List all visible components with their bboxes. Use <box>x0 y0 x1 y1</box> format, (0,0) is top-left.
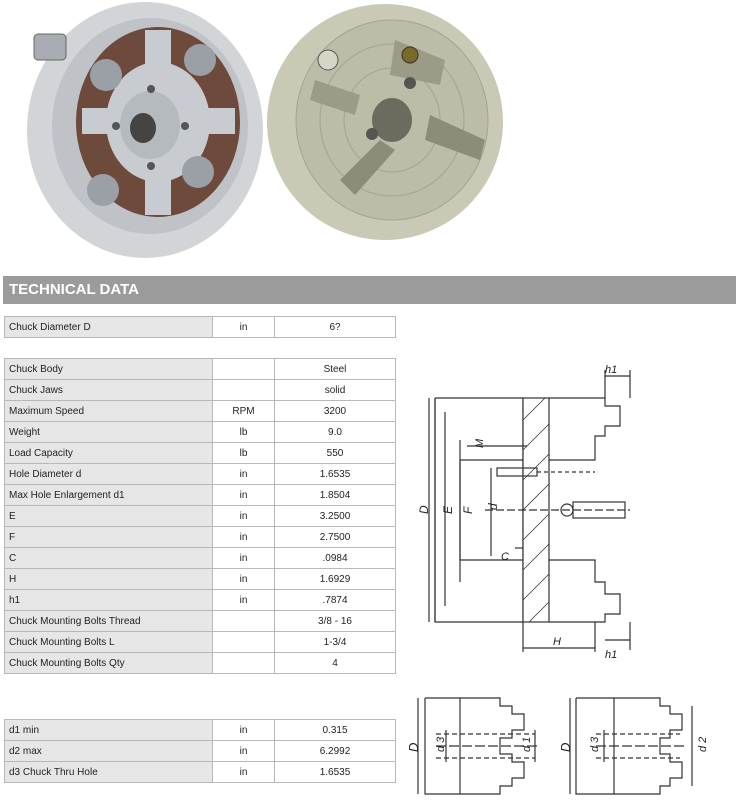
jaw-dimensions-table <box>4 719 396 783</box>
label-c: C <box>501 551 509 563</box>
spec-unit <box>213 611 275 632</box>
spec-name: H <box>5 569 213 590</box>
spec-value: solid <box>275 380 396 401</box>
spec-value: 1.6535 <box>275 762 396 783</box>
section-header-technical-data: TECHNICAL DATA <box>3 276 736 304</box>
spec-unit <box>213 653 275 674</box>
label-d3-small-2: d 3 <box>589 736 601 752</box>
spec-value: 3200 <box>275 401 396 422</box>
spec-name: d1 min <box>5 720 213 741</box>
spec-value: Steel <box>275 359 396 380</box>
spec-name: Chuck Diameter D <box>5 317 213 338</box>
label-d-outer: D <box>417 505 431 514</box>
spec-unit: in <box>213 464 275 485</box>
label-h: H <box>553 636 561 648</box>
spec-value: 3/8 - 16 <box>275 611 396 632</box>
spec-unit: in <box>213 741 275 762</box>
spec-name: Max Hole Enlargement d1 <box>5 485 213 506</box>
spec-name: Load Capacity <box>5 443 213 464</box>
spec-value: 6? <box>275 317 396 338</box>
label-d2: d 2 <box>697 736 709 752</box>
spec-unit <box>213 359 275 380</box>
spec-name: Hole Diameter d <box>5 464 213 485</box>
table-row <box>5 569 396 590</box>
chuck-diameter-table <box>4 316 396 338</box>
label-h1-bottom: h1 <box>605 649 618 661</box>
spec-unit: in <box>213 317 275 338</box>
table-row <box>5 720 396 741</box>
spec-value: .0984 <box>275 548 396 569</box>
spec-name: Chuck Mounting Bolts Thread <box>5 611 213 632</box>
table-row <box>5 590 396 611</box>
spec-name: d3 Chuck Thru Hole <box>5 762 213 783</box>
spec-unit <box>213 380 275 401</box>
spec-name: Chuck Mounting Bolts Qty <box>5 653 213 674</box>
spec-unit: in <box>213 762 275 783</box>
spec-name: Chuck Body <box>5 359 213 380</box>
table-row <box>5 464 396 485</box>
spec-name: Chuck Jaws <box>5 380 213 401</box>
label-f: F <box>461 506 475 514</box>
spec-unit: RPM <box>213 401 275 422</box>
spec-unit: lb <box>213 443 275 464</box>
table-row <box>5 611 396 632</box>
table-row <box>5 485 396 506</box>
d1-jaw-diagram <box>400 690 550 802</box>
spec-name: F <box>5 527 213 548</box>
label-d3-small-1: d 3 <box>435 736 447 752</box>
table-row <box>5 762 396 783</box>
spec-unit: lb <box>213 422 275 443</box>
table-row <box>5 380 396 401</box>
spec-unit: in <box>213 485 275 506</box>
chuck-back-photo <box>27 2 263 258</box>
spec-name: d2 max <box>5 741 213 762</box>
label-d-hole: d <box>486 503 500 510</box>
spec-value: 1.6535 <box>275 464 396 485</box>
spec-unit: in <box>213 527 275 548</box>
d2-jaw-diagram <box>560 690 710 802</box>
table-row <box>5 443 396 464</box>
label-d-small-2: D <box>558 742 573 752</box>
spec-name: Weight <box>5 422 213 443</box>
label-m: M <box>474 438 486 448</box>
table-row <box>5 317 396 338</box>
spec-name: h1 <box>5 590 213 611</box>
spec-name: Maximum Speed <box>5 401 213 422</box>
spec-value: 550 <box>275 443 396 464</box>
spec-value: 3.2500 <box>275 506 396 527</box>
spec-value: 1.6929 <box>275 569 396 590</box>
table-row <box>5 506 396 527</box>
product-photos <box>0 0 736 260</box>
spec-value: .7874 <box>275 590 396 611</box>
spec-value: 6.2992 <box>275 741 396 762</box>
spec-name: E <box>5 506 213 527</box>
spec-value: 1.8504 <box>275 485 396 506</box>
spec-value: 0.315 <box>275 720 396 741</box>
table-row <box>5 741 396 762</box>
label-d1: d 1 <box>521 736 533 752</box>
spec-unit: in <box>213 590 275 611</box>
spec-unit: in <box>213 569 275 590</box>
spec-value: 9.0 <box>275 422 396 443</box>
table-row <box>5 422 396 443</box>
table-row <box>5 527 396 548</box>
label-e: E <box>441 505 455 514</box>
label-h1-top: h1 <box>605 364 618 376</box>
spec-unit: in <box>213 548 275 569</box>
spec-unit <box>213 632 275 653</box>
table-row <box>5 653 396 674</box>
table-row <box>5 359 396 380</box>
spec-name: C <box>5 548 213 569</box>
table-row <box>5 548 396 569</box>
spec-value: 1-3/4 <box>275 632 396 653</box>
spec-value: 4 <box>275 653 396 674</box>
spec-unit: in <box>213 720 275 741</box>
spec-name: Chuck Mounting Bolts L <box>5 632 213 653</box>
chuck-front-photo <box>267 4 503 240</box>
spec-unit: in <box>213 506 275 527</box>
label-d-small-1: D <box>406 742 421 752</box>
table-row <box>5 632 396 653</box>
spec-value: 2.7500 <box>275 527 396 548</box>
chuck-cross-section-diagram <box>405 360 645 665</box>
table-row <box>5 401 396 422</box>
chuck-specs-table <box>4 358 396 674</box>
